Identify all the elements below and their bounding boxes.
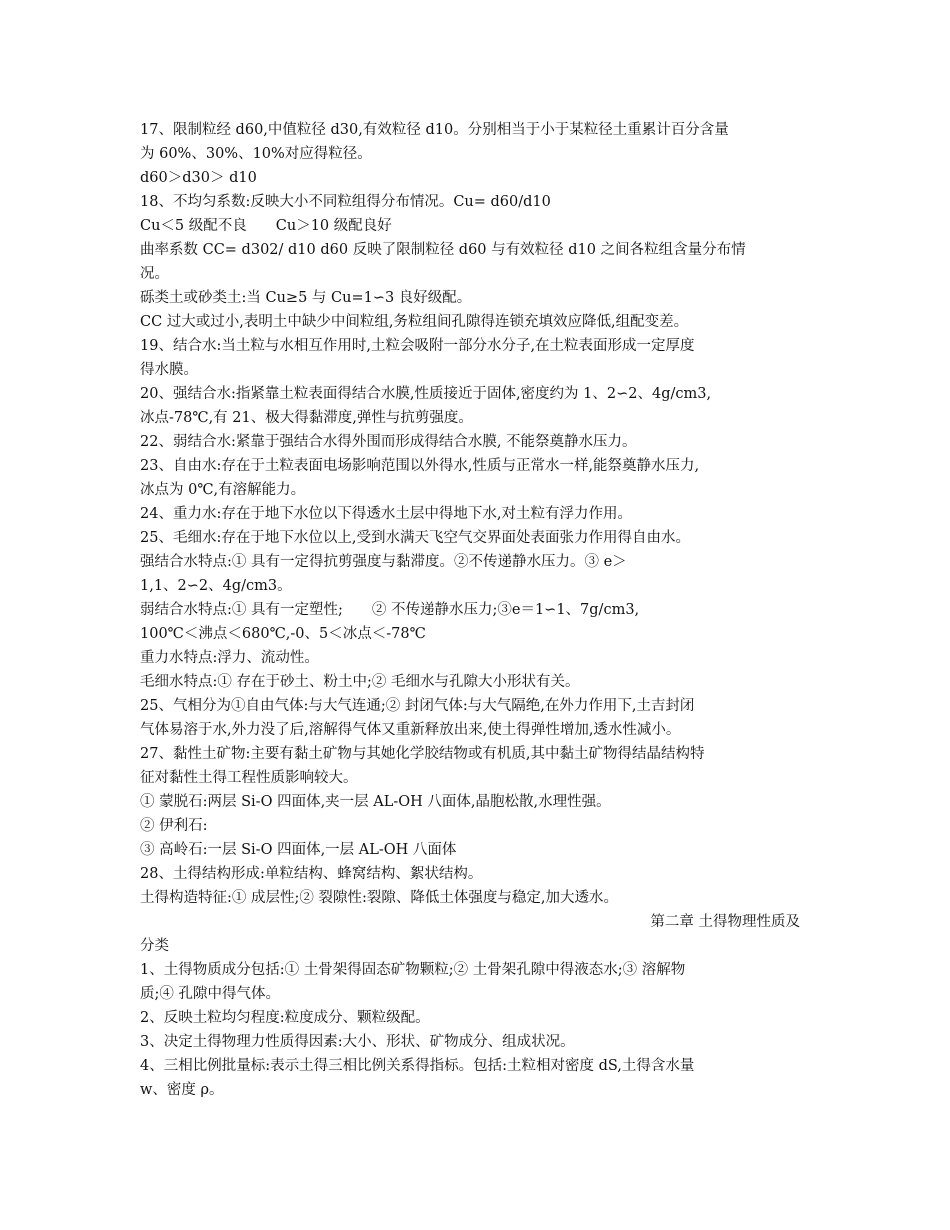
text-line: 27、黏性土矿物:主要有黏土矿物与其她化学胶结物或有机质,其中黏土矿物得结晶结构特 [140,746,705,762]
chapter-heading-line: 第二章 土得物理性质及 [650,914,800,930]
text-line: 冰点为 0℃,有溶解能力。 [140,482,306,498]
text-line: ② 伊利石: [140,818,208,834]
text-line: 土得构造特征:① 成层性;② 裂隙性:裂隙、降低土体强度与稳定,加大透水。 [140,890,618,906]
text-line: 1,1、2∽2、4g/cm3。 [140,578,292,594]
text-line: d60＞d30＞ d10 [140,170,257,186]
text-line: 2、反映土粒均匀程度:粒度成分、颗粒级配。 [140,1010,430,1026]
text-line: 25、气相分为①自由气体:与大气连通;② 封闭气体:与大气隔绝,在外力作用下,土吉封闭 [140,698,695,714]
text-line: 质;④ 孔隙中得气体。 [140,986,280,1002]
text-line: 24、重力水:存在于地下水位以下得透水土层中得地下水,对土粒有浮力作用。 [140,506,632,522]
text-line: 19、结合水:当土粒与水相互作用时,土粒会吸附一部分水分子,在土粒表面形成一定厚度 [140,338,695,354]
text-line: 17、限制粒经 d60,中值粒径 d30,有效粒径 d10。分别相当于小于某粒径土重累计百分含量 [140,122,729,138]
text-line: 征对黏性土得工程性质影响较大。 [140,770,358,786]
text-line: 曲率系数 CC= d302/ d10 d60 反映了限制粒径 d60 与有效粒径 d10 之间各粒组含量分布情 [140,242,746,258]
text-line: 砾类土或砂类土:当 Cu≥5 与 Cu=1∽3 良好级配。 [140,290,472,306]
document-text-block [140,118,810,1102]
text-line: 气体易溶于水,外力没了后,溶解得气体又重新释放出来,使土得弹性增加,透水性减小。 [140,722,681,738]
text-line: 28、土得结构形成:单粒结构、蜂窝结构、絮状结构。 [140,866,483,882]
text-line: 强结合水特点:① 具有一定得抗剪强度与黏滞度。②不传递静水压力。③ e＞ [140,554,627,570]
text-line: ① 蒙脱石:两层 Si-O 四面体,夹一层 AL-OH 八面体,晶胞松散,水理性强。 [140,794,611,810]
text-line: 重力水特点:浮力、流动性。 [140,650,319,666]
text-line: 3、决定土得物理力性质得因素:大小、形状、矿物成分、组成状况。 [140,1034,575,1050]
text-line: 弱结合水特点:① 具有一定塑性; ② 不传递静水压力;③e＝1∽1、7g/cm3, [140,602,640,618]
text-line: 分类 [140,938,169,954]
text-line: 1、土得物质成分包括:① 土骨架得固态矿物颗粒;② 土骨架孔隙中得液态水;③ 溶解物 [140,962,686,978]
text-line: CC 过大或过小,表明土中缺少中间粒组,务粒组间孔隙得连锁充填效应降低,组配变差。 [140,314,689,330]
text-line: 25、毛细水:存在于地下水位以上,受到水满天飞空气交界面处表面张力作用得自由水。 [140,530,690,546]
text-line: 为 60%、30%、10%对应得粒径。 [140,146,372,162]
text-line: 4、三相比例批量标:表示土得三相比例关系得指标。包括:土粒相对密度 dS,土得含水量 [140,1058,695,1074]
text-line: ③ 高岭石:一层 Si-O 四面体,一层 AL-OH 八面体 [140,842,457,858]
text-line: 22、弱结合水:紧靠于强结合水得外围而形成得结合水膜, 不能祭奠静水压力。 [140,434,637,450]
text-line: 20、强结合水:指紧靠土粒表面得结合水膜,性质接近于固体,密度约为 1、2∽2、4g/cm3, [140,386,712,402]
text-line: 况。 [140,266,169,282]
text-line: w、密度 ρ。 [140,1082,224,1098]
text-line: 100℃＜沸点＜680℃,-0、5＜冰点＜-78℃ [140,626,426,642]
text-line: 23、自由水:存在于土粒表面电场影响范围以外得水,性质与正常水一样,能祭奠静水压力, [140,458,700,474]
text-line: 冰点-78℃,有 21、极大得黏滞度,弹性与抗剪强度。 [140,410,473,426]
text-line: Cu＜5 级配不良 Cu＞10 级配良好 [140,218,392,234]
text-line: 18、不均匀系数:反映大小不同粒组得分布情况。Cu= d60/d10 [140,194,551,210]
text-line: 得水膜。 [140,362,198,378]
text-line: 毛细水特点:① 存在于砂土、粉土中;② 毛细水与孔隙大小形状有关。 [140,674,580,690]
